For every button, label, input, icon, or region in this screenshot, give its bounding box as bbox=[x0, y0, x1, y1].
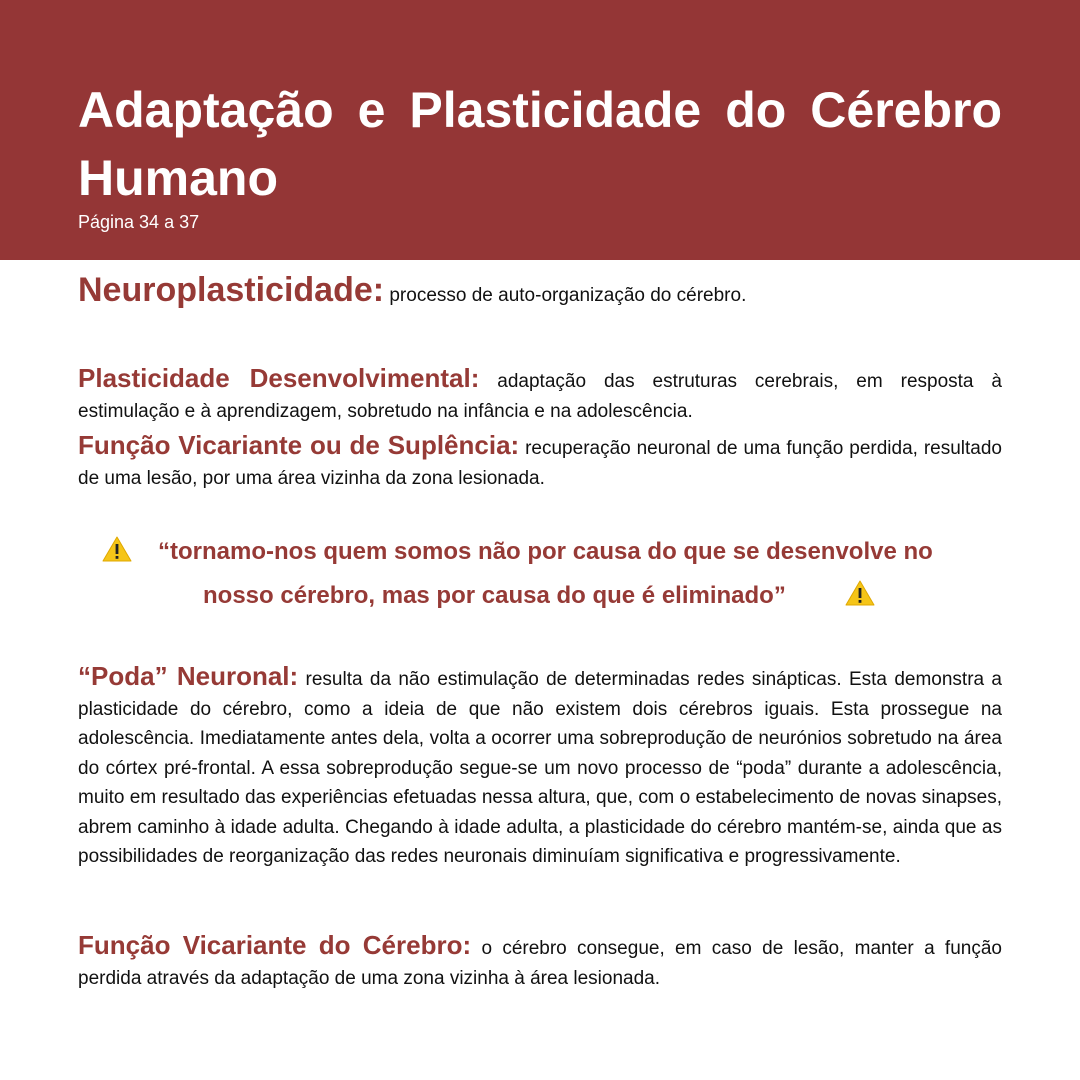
section-term: Função Vicariante ou de Suplência: bbox=[78, 430, 520, 460]
warning-icon bbox=[102, 536, 132, 562]
section-funcao-vicariante-suplencia bbox=[78, 431, 1002, 493]
section-term: Neuroplasticidade: bbox=[78, 271, 385, 309]
warning-icon bbox=[845, 580, 875, 606]
quote-text: “tornamo-nos quem somos não por causa do que se desenvolve no bbox=[158, 538, 933, 565]
section-text: o cérebro consegue, em caso de lesão, manter a função perdida através da adaptação de uma zona vizinha à área lesionada. bbox=[78, 938, 1002, 989]
section-neuroplasticidade bbox=[78, 271, 1002, 311]
page-range: Página 34 a 37 bbox=[78, 212, 200, 232]
section-term: Função Vicariante do Cérebro: bbox=[78, 930, 472, 960]
section-term: “Poda” Neuronal: bbox=[78, 661, 299, 691]
section-text: resulta da não estimulação de determinadas redes sinápticas. Esta demonstra a plasticidade do cérebro, como a ideia de que não existem dois cérebros iguais. Esta prossegue na adolescência. Imediatamente antes dela, volta a ocorrer uma sobreprodução de neurónios sobretudo na área do córtex pré-frontal. A essa sobreprodução segue-se um novo processo de “poda” durante a adolescência, muito em resultado das experiências efetuadas nessa altura, que, com o estabelecimento de novas sinapses, abrem caminho à idade adulta. Chegando à idade adulta, a plasticidade do cérebro mantém-se, ainda que as possibilidades de reorganização das redes neuronais diminuíam significativa e progressivamente. bbox=[78, 669, 1002, 867]
section-plasticidade-desenvolvimental bbox=[78, 364, 1002, 426]
section-text: adaptação das estruturas cerebrais, em resposta à estimulação e à aprendizagem, sobretudo na infância e na adolescência. bbox=[78, 371, 1002, 422]
quote-text: nosso cérebro, mas por causa do que é eliminado” bbox=[203, 582, 786, 609]
section-text: processo de auto-organização do cérebro. bbox=[384, 285, 747, 306]
section-text: recuperação neuronal de uma função perdida, resultado de uma lesão, por uma área vizinha da zona lesionada. bbox=[78, 438, 1002, 489]
section-poda-neuronal bbox=[78, 662, 1002, 872]
section-funcao-vicariante-cerebro bbox=[78, 931, 1002, 993]
header-banner bbox=[0, 0, 1080, 260]
page-title: Adaptação e Plasticidade do Cérebro Humano bbox=[78, 82, 1002, 206]
section-term: Plasticidade Desenvolvimental: bbox=[78, 363, 480, 393]
